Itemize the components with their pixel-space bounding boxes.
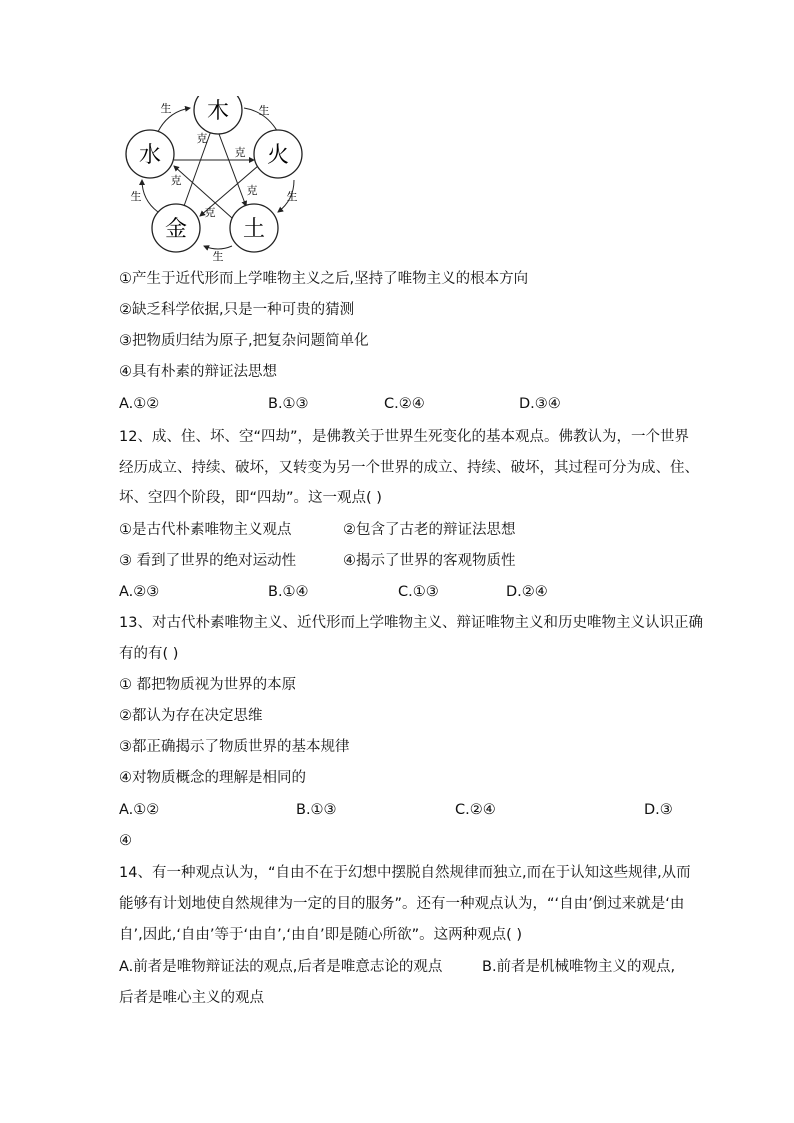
q12-statement-3: ③ 看到了世界的绝对运动性 <box>119 553 297 569</box>
q13-statement-3: ③都正确揭示了物质世界的基本规律 <box>119 739 350 755</box>
sheng-label: 生 <box>212 250 224 262</box>
q14-stem-line-1: 14、有一种观点认为，“自由不在于幻想中摆脱自然规律而独立,而在于认知这些规律,从而 <box>119 865 691 881</box>
q12-statement-2: ②包含了古老的辩证法思想 <box>343 522 516 538</box>
sheng-label: 生 <box>286 190 298 203</box>
node-label-wood: 木 <box>206 99 230 124</box>
q13-option-c[interactable]: C.②④ <box>455 802 496 818</box>
q11-statement-4: ④具有朴素的辩证法思想 <box>119 364 277 380</box>
q11-statement-2: ②缺乏科学依据,只是一种可贵的猜测 <box>119 302 355 318</box>
q13-statement-1: ① 都把物质视为世界的本原 <box>119 677 297 693</box>
sheng-label: 生 <box>160 102 172 115</box>
q13-stem-line-1: 13、对古代朴素唯物主义、近代形而上学唯物主义、辩证唯物主义和历史唯物主义认识正确 <box>119 615 703 631</box>
ke-label: 克 <box>246 184 258 197</box>
ke-label: 克 <box>204 206 216 219</box>
q13-option-a[interactable]: A.①② <box>119 802 160 818</box>
q11-option-b[interactable]: B.①③ <box>268 396 309 412</box>
ke-line-wood-earth <box>216 126 246 206</box>
sheng-label: 生 <box>130 190 142 203</box>
q12-option-a[interactable]: A.②③ <box>119 584 160 600</box>
q11-option-a[interactable]: A.①② <box>119 396 160 412</box>
q12-stem-line-2: 经历成立、持续、破坏，又转变为另一个世界的成立、持续、破坏，其过程可分为成、住、 <box>119 460 699 476</box>
sheng-arc-earth-metal <box>204 246 232 249</box>
q11-statement-1: ①产生于近代形而上学唯物主义之后,坚持了唯物主义的根本方向 <box>119 271 529 287</box>
q12-statement-4: ④揭示了世界的客观物质性 <box>343 553 516 569</box>
q11-option-c[interactable]: C.②④ <box>384 396 425 412</box>
node-label-fire: 火 <box>266 143 290 168</box>
q14-stem-line-3: 自’,因此,‘自由’等于‘由自’,‘由自’即是随心所欲”。这两种观点( ) <box>119 927 523 943</box>
q12-option-b[interactable]: B.①④ <box>268 584 309 600</box>
q14-option-b[interactable]: B.前者是机械唯物主义的观点, <box>482 959 676 975</box>
ke-label: 克 <box>170 174 182 187</box>
q11-statement-3: ③把物质归结为原子,把复杂问题简单化 <box>119 333 369 349</box>
q13-statement-2: ②都认为存在决定思维 <box>119 708 263 724</box>
q14-option-a[interactable]: A.前者是唯物辩证法的观点,后者是唯意志论的观点 <box>119 959 443 975</box>
q12-stem-line-1: 12、成、住、坏、空“四劫”，是佛教关于世界生死变化的基本观点。佛教认为，一个世界 <box>119 429 689 445</box>
node-label-metal: 金 <box>164 217 188 242</box>
q12-option-c[interactable]: C.①③ <box>398 584 439 600</box>
q13-option-d-wrap: ④ <box>119 833 132 849</box>
sheng-arc-metal-water <box>142 180 158 212</box>
q13-stem-line-2: 有的有( ) <box>119 646 179 662</box>
sheng-label: 生 <box>258 104 270 117</box>
q13-statement-4: ④对物质概念的理解是相同的 <box>119 770 306 786</box>
q12-option-d[interactable]: D.②④ <box>506 584 548 600</box>
q14-stem-line-2: 能够有计划地使自然规律为一定的目的服务”。还有一种观点认为，“‘自由’倒过来就是‘由 <box>119 896 685 912</box>
node-label-earth: 土 <box>242 217 266 242</box>
q13-option-b[interactable]: B.①③ <box>296 802 337 818</box>
five-elements-diagram <box>118 96 318 262</box>
q12-statement-1: ①是古代朴素唯物主义观点 <box>119 522 292 538</box>
node-label-water: 水 <box>138 143 162 168</box>
q14-option-b-wrap: 后者是唯心主义的观点 <box>119 990 264 1006</box>
q12-stem-line-3: 坏、空四个阶段，即“四劫”。这一观点( ) <box>119 490 382 506</box>
q13-option-d[interactable]: D.③ <box>644 802 673 818</box>
ke-label: 克 <box>234 146 246 159</box>
ke-label: 克 <box>196 132 208 145</box>
q11-option-d[interactable]: D.③④ <box>519 396 561 412</box>
